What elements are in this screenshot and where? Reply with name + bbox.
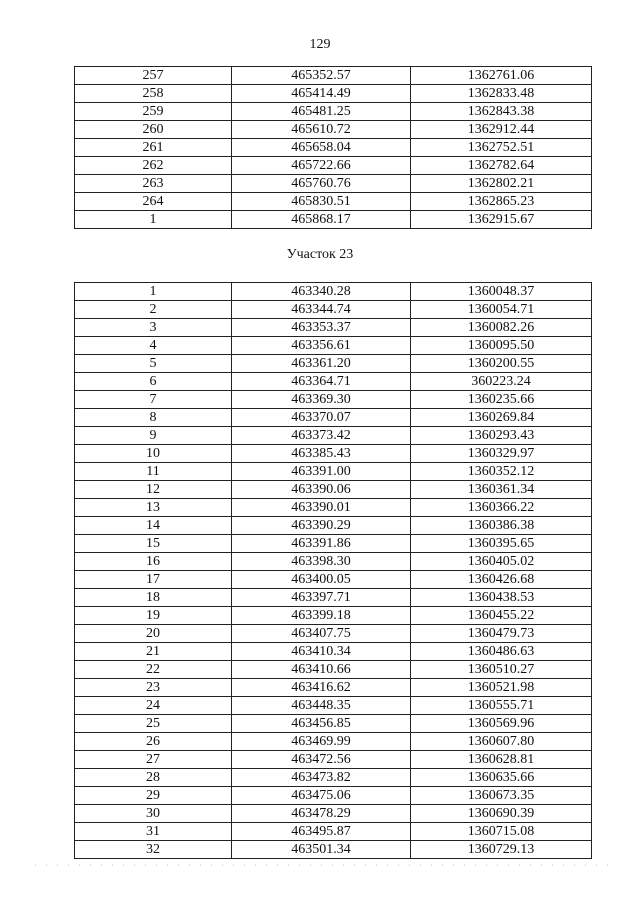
table-row <box>75 751 592 769</box>
x-coordinate-cell: 463390.06 <box>232 481 411 499</box>
table-row <box>75 85 592 103</box>
point-number-cell: 3 <box>75 319 232 337</box>
x-coordinate-cell: 463390.29 <box>232 517 411 535</box>
x-coordinate-cell: 463356.61 <box>232 337 411 355</box>
point-number-cell: 5 <box>75 355 232 373</box>
table-row <box>75 805 592 823</box>
table-row <box>75 139 592 157</box>
y-coordinate-cell: 1360715.08 <box>411 823 592 841</box>
table-row <box>75 463 592 481</box>
point-number-cell: 14 <box>75 517 232 535</box>
point-number-cell: 15 <box>75 535 232 553</box>
x-coordinate-cell: 463391.86 <box>232 535 411 553</box>
y-coordinate-cell: 1360054.71 <box>411 301 592 319</box>
y-coordinate-cell: 1360628.81 <box>411 751 592 769</box>
x-coordinate-cell: 463410.66 <box>232 661 411 679</box>
x-coordinate-cell: 465481.25 <box>232 103 411 121</box>
y-coordinate-cell: 1360521.98 <box>411 679 592 697</box>
point-number-cell: 18 <box>75 589 232 607</box>
x-coordinate-cell: 463501.34 <box>232 841 411 859</box>
y-coordinate-cell: 1360293.43 <box>411 427 592 445</box>
x-coordinate-cell: 463410.34 <box>232 643 411 661</box>
page-number: 129 <box>309 37 331 52</box>
x-coordinate-cell: 465722.66 <box>232 157 411 175</box>
table-row <box>75 337 592 355</box>
point-number-cell: 29 <box>75 787 232 805</box>
point-number-cell: 17 <box>75 571 232 589</box>
y-coordinate-cell: 1360200.55 <box>411 355 592 373</box>
point-number-cell: 22 <box>75 661 232 679</box>
point-number-cell: 26 <box>75 733 232 751</box>
table-row <box>75 787 592 805</box>
y-coordinate-cell: 1360405.02 <box>411 553 592 571</box>
coordinates-table-top <box>74 66 592 229</box>
point-number-cell: 16 <box>75 553 232 571</box>
y-coordinate-cell: 1362912.44 <box>411 121 592 139</box>
point-number-cell: 1 <box>75 211 232 229</box>
point-number-cell: 4 <box>75 337 232 355</box>
y-coordinate-cell: 1360673.35 <box>411 787 592 805</box>
coordinates-table-top-body <box>75 67 592 229</box>
y-coordinate-cell: 1362833.48 <box>411 85 592 103</box>
table-row <box>75 103 592 121</box>
x-coordinate-cell: 463478.29 <box>232 805 411 823</box>
table-row <box>75 625 592 643</box>
y-coordinate-cell: 1360235.66 <box>411 391 592 409</box>
point-number-cell: 20 <box>75 625 232 643</box>
x-coordinate-cell: 463456.85 <box>232 715 411 733</box>
y-coordinate-cell: 1362802.21 <box>411 175 592 193</box>
table-row <box>75 499 592 517</box>
x-coordinate-cell: 463391.00 <box>232 463 411 481</box>
coordinates-table-section-23-body <box>75 283 592 859</box>
y-coordinate-cell: 1360048.37 <box>411 283 592 301</box>
y-coordinate-cell: 1360479.73 <box>411 625 592 643</box>
y-coordinate-cell: 1360486.63 <box>411 643 592 661</box>
y-coordinate-cell: 1360555.71 <box>411 697 592 715</box>
table-row <box>75 517 592 535</box>
point-number-cell: 31 <box>75 823 232 841</box>
y-coordinate-cell: 1360366.22 <box>411 499 592 517</box>
x-coordinate-cell: 463373.42 <box>232 427 411 445</box>
point-number-cell: 260 <box>75 121 232 139</box>
x-coordinate-cell: 463400.05 <box>232 571 411 589</box>
y-coordinate-cell: 1362915.67 <box>411 211 592 229</box>
y-coordinate-cell: 1360729.13 <box>411 841 592 859</box>
x-coordinate-cell: 465610.72 <box>232 121 411 139</box>
table-row <box>75 445 592 463</box>
point-number-cell: 1 <box>75 283 232 301</box>
table-row <box>75 319 592 337</box>
table-row <box>75 355 592 373</box>
y-coordinate-cell: 1360352.12 <box>411 463 592 481</box>
y-coordinate-cell: 1362761.06 <box>411 67 592 85</box>
x-coordinate-cell: 463385.43 <box>232 445 411 463</box>
table-row <box>75 373 592 391</box>
table-row <box>75 607 592 625</box>
table-row <box>75 535 592 553</box>
table-row <box>75 409 592 427</box>
x-coordinate-cell: 463473.82 <box>232 769 411 787</box>
point-number-cell: 7 <box>75 391 232 409</box>
table-row <box>75 589 592 607</box>
point-number-cell: 12 <box>75 481 232 499</box>
y-coordinate-cell: 1360386.38 <box>411 517 592 535</box>
table-row <box>75 157 592 175</box>
table-row <box>75 427 592 445</box>
y-coordinate-cell: 1360082.26 <box>411 319 592 337</box>
table-row <box>75 211 592 229</box>
x-coordinate-cell: 465658.04 <box>232 139 411 157</box>
x-coordinate-cell: 465414.49 <box>232 85 411 103</box>
y-coordinate-cell: 1360329.97 <box>411 445 592 463</box>
point-number-cell: 263 <box>75 175 232 193</box>
x-coordinate-cell: 463353.37 <box>232 319 411 337</box>
table-row <box>75 661 592 679</box>
y-coordinate-cell: 360223.24 <box>411 373 592 391</box>
point-number-cell: 25 <box>75 715 232 733</box>
point-number-cell: 21 <box>75 643 232 661</box>
x-coordinate-cell: 463469.99 <box>232 733 411 751</box>
table-row <box>75 553 592 571</box>
point-number-cell: 30 <box>75 805 232 823</box>
table-row <box>75 679 592 697</box>
point-number-cell: 10 <box>75 445 232 463</box>
point-number-cell: 28 <box>75 769 232 787</box>
x-coordinate-cell: 463364.71 <box>232 373 411 391</box>
table-row <box>75 175 592 193</box>
x-coordinate-cell: 463361.20 <box>232 355 411 373</box>
y-coordinate-cell: 1360361.34 <box>411 481 592 499</box>
table-row <box>75 643 592 661</box>
x-coordinate-cell: 463495.87 <box>232 823 411 841</box>
x-coordinate-cell: 463369.30 <box>232 391 411 409</box>
point-number-cell: 8 <box>75 409 232 427</box>
x-coordinate-cell: 463344.74 <box>232 301 411 319</box>
x-coordinate-cell: 463398.30 <box>232 553 411 571</box>
point-number-cell: 257 <box>75 67 232 85</box>
point-number-cell: 24 <box>75 697 232 715</box>
y-coordinate-cell: 1360426.68 <box>411 571 592 589</box>
point-number-cell: 11 <box>75 463 232 481</box>
x-coordinate-cell: 463390.01 <box>232 499 411 517</box>
y-coordinate-cell: 1360455.22 <box>411 607 592 625</box>
y-coordinate-cell: 1360510.27 <box>411 661 592 679</box>
x-coordinate-cell: 463399.18 <box>232 607 411 625</box>
point-number-cell: 32 <box>75 841 232 859</box>
x-coordinate-cell: 463475.06 <box>232 787 411 805</box>
y-coordinate-cell: 1360269.84 <box>411 409 592 427</box>
table-row <box>75 481 592 499</box>
section-title: Участок 23 <box>286 247 354 262</box>
y-coordinate-cell: 1362752.51 <box>411 139 592 157</box>
point-number-cell: 6 <box>75 373 232 391</box>
point-number-cell: 19 <box>75 607 232 625</box>
point-number-cell: 264 <box>75 193 232 211</box>
point-number-cell: 9 <box>75 427 232 445</box>
table-row <box>75 823 592 841</box>
y-coordinate-cell: 1360569.96 <box>411 715 592 733</box>
x-coordinate-cell: 463472.56 <box>232 751 411 769</box>
table-row <box>75 733 592 751</box>
coordinates-table-section-23 <box>74 282 592 859</box>
point-number-cell: 262 <box>75 157 232 175</box>
table-row <box>75 841 592 859</box>
y-coordinate-cell: 1362782.64 <box>411 157 592 175</box>
scan-artifact-dots <box>30 864 610 866</box>
x-coordinate-cell: 463370.07 <box>232 409 411 427</box>
x-coordinate-cell: 465868.17 <box>232 211 411 229</box>
table-row <box>75 391 592 409</box>
y-coordinate-cell: 1360095.50 <box>411 337 592 355</box>
x-coordinate-cell: 465830.51 <box>232 193 411 211</box>
y-coordinate-cell: 1360690.39 <box>411 805 592 823</box>
point-number-cell: 23 <box>75 679 232 697</box>
y-coordinate-cell: 1360438.53 <box>411 589 592 607</box>
y-coordinate-cell: 1360395.65 <box>411 535 592 553</box>
table-row <box>75 193 592 211</box>
x-coordinate-cell: 463416.62 <box>232 679 411 697</box>
table-row <box>75 715 592 733</box>
table-row <box>75 697 592 715</box>
point-number-cell: 13 <box>75 499 232 517</box>
x-coordinate-cell: 463340.28 <box>232 283 411 301</box>
table-row <box>75 121 592 139</box>
y-coordinate-cell: 1360635.66 <box>411 769 592 787</box>
y-coordinate-cell: 1362865.23 <box>411 193 592 211</box>
y-coordinate-cell: 1360607.80 <box>411 733 592 751</box>
point-number-cell: 258 <box>75 85 232 103</box>
point-number-cell: 2 <box>75 301 232 319</box>
point-number-cell: 27 <box>75 751 232 769</box>
x-coordinate-cell: 465352.57 <box>232 67 411 85</box>
table-row <box>75 301 592 319</box>
x-coordinate-cell: 463407.75 <box>232 625 411 643</box>
table-row <box>75 283 592 301</box>
x-coordinate-cell: 463397.71 <box>232 589 411 607</box>
x-coordinate-cell: 463448.35 <box>232 697 411 715</box>
y-coordinate-cell: 1362843.38 <box>411 103 592 121</box>
point-number-cell: 261 <box>75 139 232 157</box>
table-row <box>75 67 592 85</box>
table-row <box>75 571 592 589</box>
x-coordinate-cell: 465760.76 <box>232 175 411 193</box>
point-number-cell: 259 <box>75 103 232 121</box>
table-row <box>75 769 592 787</box>
